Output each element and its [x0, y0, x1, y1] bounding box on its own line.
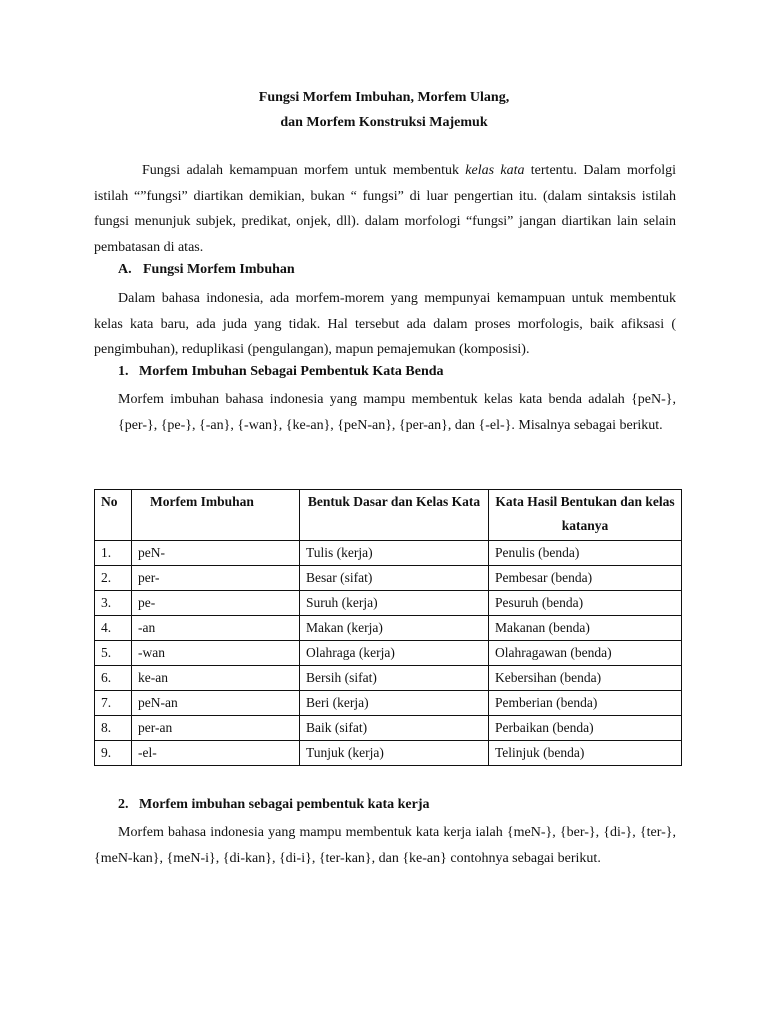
row-morfem: -wan [132, 641, 300, 666]
intro-paragraph [94, 158, 676, 260]
header-hasil: Kata Hasil Bentukan dan kelas katanya [489, 490, 682, 541]
intro-part-2: tertentu. Dalam morfolgi istilah “”fungsi” diartikan demikian, bukan “ fungsi” di luar pengertian itu. (dalam sintaksis istilah fungsi menunjuk subjek, predikat, onjek, dll). dalam morfologi “fungsi” jangan diartikan lain selain pembatasan di atas. [94, 163, 676, 255]
row-morfem: -el- [132, 741, 300, 766]
row-bentuk: Beri (kerja) [300, 691, 489, 716]
row-bentuk: Olahraga (kerja) [300, 641, 489, 666]
row-hasil: Kebersihan (benda) [489, 666, 682, 691]
row-hasil: Olahragawan (benda) [489, 641, 682, 666]
row-morfem: peN- [132, 541, 300, 566]
row-no: 8. [95, 716, 132, 741]
row-hasil: Makanan (benda) [489, 616, 682, 641]
table-row [95, 591, 682, 616]
row-hasil: Pemberian (benda) [489, 691, 682, 716]
row-morfem: pe- [132, 591, 300, 616]
row-hasil: Perbaikan (benda) [489, 716, 682, 741]
row-no: 6. [95, 666, 132, 691]
intro-part-1: Fungsi adalah kemampuan morfem untuk membentuk [142, 163, 466, 178]
table-row [95, 741, 682, 766]
table-row [95, 616, 682, 641]
row-bentuk: Tunjuk (kerja) [300, 741, 489, 766]
row-morfem: per-an [132, 716, 300, 741]
section-a-title: Fungsi Morfem Imbuhan [143, 262, 295, 277]
table-row [95, 691, 682, 716]
section-a-body: Dalam bahasa indonesia, ada morfem-morem yang mempunyai kemampuan untuk membentuk kelas kata baru, ada juda yang tidak. Hal tersebut ada dalam proses morfologis, baik afiksasi ( pengimbuhan), reduplikasi (pengulangan), mapun pemajemukan (komposisi). [94, 291, 676, 357]
row-no: 4. [95, 616, 132, 641]
section-1-heading [118, 364, 444, 380]
table-header-row [95, 490, 682, 541]
section-2-number: 2. [118, 797, 129, 812]
table-row [95, 541, 682, 566]
row-no: 2. [95, 566, 132, 591]
section-1-body: Morfem imbuhan bahasa indonesia yang mampu membentuk kelas kata benda adalah {peN-}, {per-}, {pe-}, {-an}, {-wan}, {ke-an}, {peN-an}, {per-an}, dan {-el-}. Misalnya sebagai berikut. [118, 392, 676, 433]
row-bentuk: Tulis (kerja) [300, 541, 489, 566]
morfem-table [94, 489, 682, 766]
row-morfem: per- [132, 566, 300, 591]
row-no: 3. [95, 591, 132, 616]
row-bentuk: Besar (sifat) [300, 566, 489, 591]
table-row [95, 716, 682, 741]
section-2-title: Morfem imbuhan sebagai pembentuk kata kerja [139, 797, 430, 812]
row-hasil: Penulis (benda) [489, 541, 682, 566]
row-no: 9. [95, 741, 132, 766]
row-no: 1. [95, 541, 132, 566]
row-no: 7. [95, 691, 132, 716]
header-morfem: Morfem Imbuhan [132, 490, 300, 541]
row-morfem: -an [132, 616, 300, 641]
title-line-1: Fungsi Morfem Imbuhan, Morfem Ulang, [258, 90, 510, 105]
title-line-2: dan Morfem Konstruksi Majemuk [280, 115, 488, 130]
table-row [95, 641, 682, 666]
section-2-body: Morfem bahasa indonesia yang mampu membentuk kata kerja ialah {meN-}, {ber-}, {di-}, {ter-}, {meN-kan}, {meN-i}, {di-kan}, {di-i}, {ter-kan}, dan {ke-an} contohnya sebagai berikut. [94, 825, 676, 866]
table-row [95, 666, 682, 691]
table-row [95, 566, 682, 591]
section-1-title: Morfem Imbuhan Sebagai Pembentuk Kata Benda [139, 364, 444, 379]
section-a-heading [118, 262, 295, 278]
row-bentuk: Bersih (sifat) [300, 666, 489, 691]
row-hasil: Telinjuk (benda) [489, 741, 682, 766]
row-bentuk: Makan (kerja) [300, 616, 489, 641]
row-hasil: Pembesar (benda) [489, 566, 682, 591]
row-no: 5. [95, 641, 132, 666]
row-hasil: Pesuruh (benda) [489, 591, 682, 616]
intro-kelas-kata: kelas kata [465, 163, 525, 178]
section-2-heading [118, 797, 430, 813]
section-1-number: 1. [118, 364, 129, 379]
header-no: No [95, 490, 132, 541]
row-bentuk: Baik (sifat) [300, 716, 489, 741]
section-a-number: A. [118, 262, 132, 277]
row-morfem: peN-an [132, 691, 300, 716]
row-bentuk: Suruh (kerja) [300, 591, 489, 616]
row-morfem: ke-an [132, 666, 300, 691]
header-bentuk: Bentuk Dasar dan Kelas Kata [300, 490, 489, 541]
